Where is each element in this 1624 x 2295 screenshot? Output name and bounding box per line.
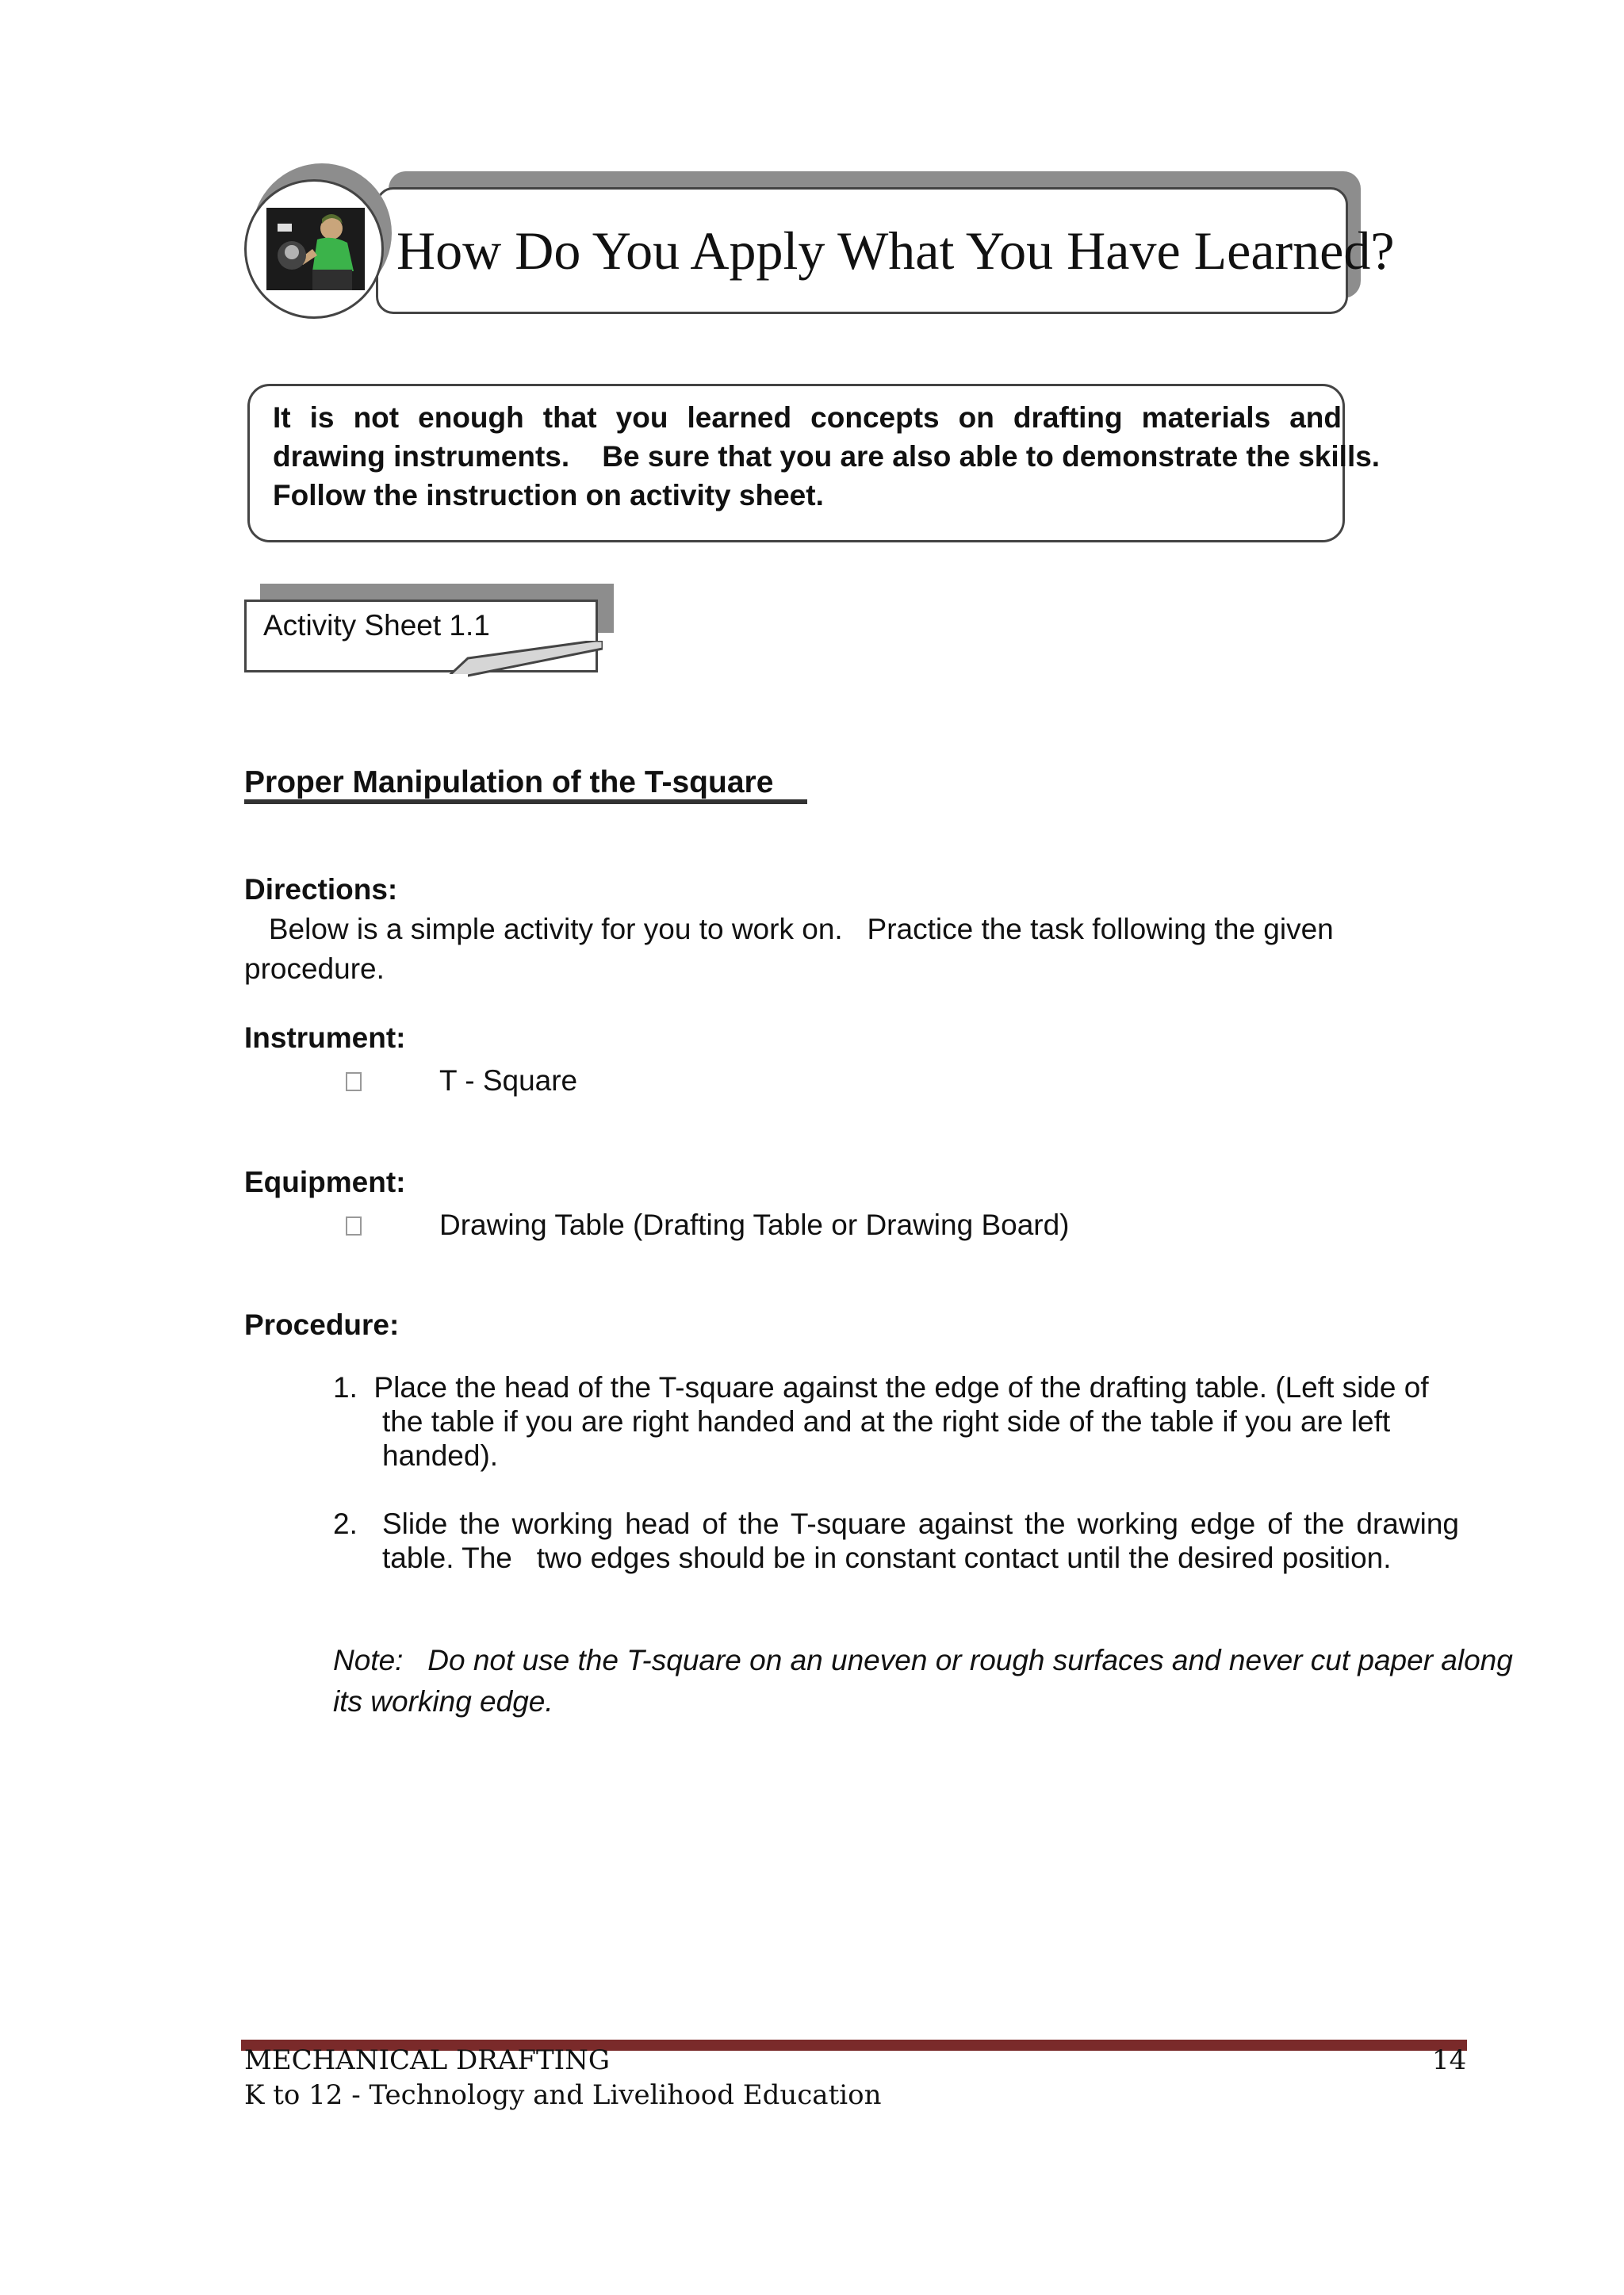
page-curl-icon [444, 641, 603, 680]
page-title: How Do You Apply What You Have Learned? [396, 220, 1395, 281]
directions-text-continued: procedure. [244, 952, 385, 985]
note [333, 1640, 1513, 1722]
bullet-icon [346, 1072, 362, 1091]
footer-program: K to 12 - Technology and Livelihood Education [244, 2079, 882, 2111]
intro-line: drawing instruments. Be sure that you are also able to demonstrate the skills. [273, 440, 1381, 473]
intro-line: Follow the instruction on activity sheet. [273, 479, 824, 511]
footer-course: MECHANICAL DRAFTING [244, 2044, 611, 2076]
procedure-step-2 [333, 1507, 1459, 1575]
directions-text: Below is a simple activity for you to work on. Practice the task following the given [268, 913, 1334, 945]
step-number: 1. [333, 1371, 358, 1404]
mascot-image [266, 208, 365, 290]
step-text: Slide the working head of the T-square against the working edge of the drawing [382, 1508, 1459, 1540]
directions-label: Directions: [244, 873, 398, 906]
intro-text [273, 398, 1381, 515]
equipment-item: Drawing Table (Drafting Table or Drawing Board) [439, 1209, 1070, 1241]
title-underline [244, 799, 807, 804]
note-line: its working edge. [333, 1685, 553, 1718]
directions [244, 870, 1465, 989]
step-text: Place the head of the T-square against the edge of the drafting table. (Left side of [373, 1371, 1429, 1404]
activity-title: Proper Manipulation of the T-square [244, 765, 774, 799]
procedure-step-1 [333, 1370, 1429, 1473]
note-line: Note: Do not use the T-square on an uneven or rough surfaces and never cut paper along [333, 1644, 1513, 1676]
equipment-label: Equipment: [244, 1166, 406, 1198]
activity-sheet-label: Activity Sheet 1.1 [263, 609, 490, 642]
step-text: table. The two edges should be in constant contact until the desired position. [382, 1542, 1392, 1574]
bullet-icon [346, 1216, 362, 1236]
step-text: handed). [382, 1439, 499, 1472]
step-text: the table if you are right handed and at the right side of the table if you are left [382, 1405, 1391, 1438]
instrument-item: T - Square [439, 1064, 578, 1097]
step-number: 2. [333, 1508, 358, 1540]
instrument-label: Instrument: [244, 1021, 406, 1054]
intro-line: It is not enough that you learned concepts on drafting materials and [273, 401, 1342, 434]
page-number: 14 [1432, 2044, 1467, 2076]
procedure-label: Procedure: [244, 1308, 400, 1341]
